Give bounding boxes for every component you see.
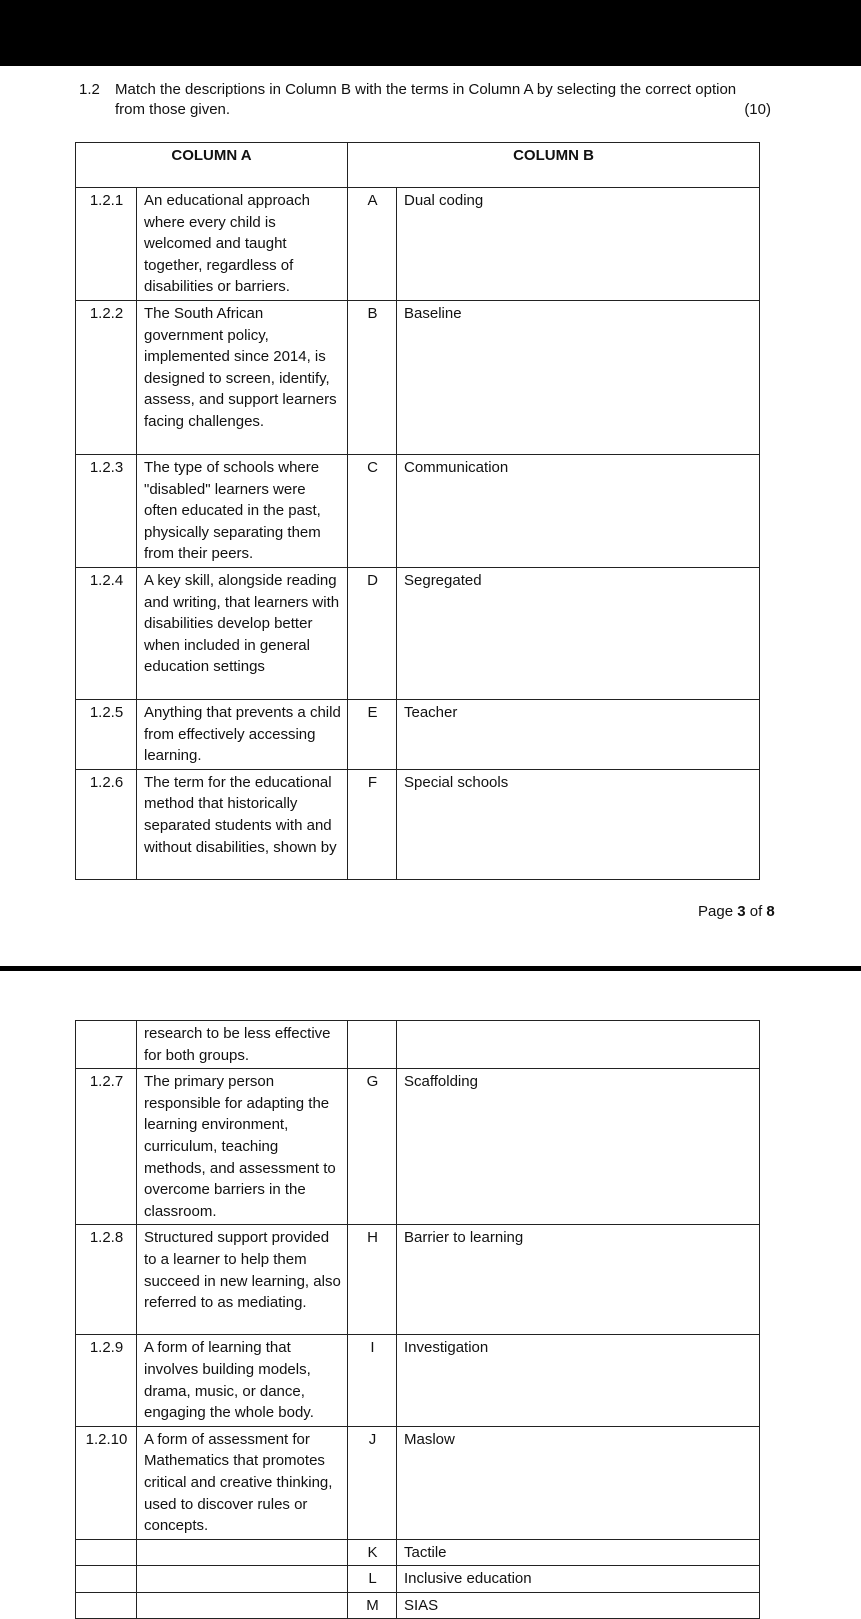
item-description: The term for the educational method that historically separated students with and without disabilities, shown by — [137, 769, 348, 879]
option-letter: M — [348, 1592, 397, 1619]
question-instruction: Match the descriptions in Column B with the terms in Column A by selecting the correct option from those given. — [115, 81, 737, 118]
table-row — [76, 1069, 760, 1225]
item-description — [137, 1539, 348, 1566]
table-row — [76, 1539, 760, 1566]
option-term: Teacher — [397, 699, 760, 769]
item-description: A form of learning that involves building models, drama, music, or dance, engaging the whole body. — [137, 1335, 348, 1426]
table-row — [76, 1566, 760, 1593]
item-number: 1.2.5 — [76, 699, 137, 769]
option-term: Scaffolding — [397, 1069, 760, 1225]
option-letter: C — [348, 454, 397, 567]
page-total: 8 — [766, 903, 775, 920]
table-row — [76, 454, 760, 567]
option-term — [397, 1021, 760, 1069]
item-number: 1.2.8 — [76, 1225, 137, 1335]
table-row — [76, 567, 760, 699]
item-number — [76, 1566, 137, 1593]
item-number — [76, 1592, 137, 1619]
option-letter: J — [348, 1426, 397, 1539]
option-letter: F — [348, 769, 397, 879]
page-break-divider — [0, 966, 861, 971]
item-description: A form of assessment for Mathematics that promotes critical and creative thinking, used to discover rules or concepts. — [137, 1426, 348, 1539]
item-number: 1.2.6 — [76, 769, 137, 879]
page-label: Page — [698, 903, 734, 920]
option-letter: L — [348, 1566, 397, 1593]
item-number: 1.2.7 — [76, 1069, 137, 1225]
table-row — [76, 1021, 760, 1069]
option-letter: E — [348, 699, 397, 769]
column-a-header: COLUMN A — [76, 143, 348, 188]
item-number: 1.2.10 — [76, 1426, 137, 1539]
option-letter: H — [348, 1225, 397, 1335]
option-letter — [348, 1021, 397, 1069]
question-marks: (10) — [744, 101, 771, 118]
table-row — [76, 769, 760, 879]
option-letter: D — [348, 567, 397, 699]
page-current: 3 — [737, 903, 746, 920]
item-number — [76, 1021, 137, 1069]
option-term: Barrier to learning — [397, 1225, 760, 1335]
item-description: A key skill, alongside reading and writing, that learners with disabilities develop better when included in general education settings — [137, 567, 348, 699]
item-description: The type of schools where "disabled" learners were often educated in the past, physically separating them from their peers. — [137, 454, 348, 567]
option-term: Special schools — [397, 769, 760, 879]
item-number: 1.2.9 — [76, 1335, 137, 1426]
column-b-header: COLUMN B — [348, 143, 760, 188]
option-term: Communication — [397, 454, 760, 567]
option-letter: A — [348, 188, 397, 301]
option-letter: I — [348, 1335, 397, 1426]
item-description: The primary person responsible for adapting the learning environment, curriculum, teaching methods, and assessment to overcome barriers in the classroom. — [137, 1069, 348, 1225]
question-number: 1.2 — [79, 81, 100, 98]
table-row — [76, 188, 760, 301]
page-of-label: of — [749, 903, 763, 920]
item-number: 1.2.2 — [76, 300, 137, 454]
option-term: Inclusive education — [397, 1566, 760, 1593]
page-number — [698, 903, 775, 920]
item-description — [137, 1566, 348, 1593]
table-row — [76, 1225, 760, 1335]
option-term: Dual coding — [397, 188, 760, 301]
table-row — [76, 1335, 760, 1426]
matching-table-page-3 — [75, 142, 760, 880]
option-term: Investigation — [397, 1335, 760, 1426]
item-description: The South African government policy, implemented since 2014, is designed to screen, identify, assess, and support learners facing challenges. — [137, 300, 348, 454]
option-term: SIAS — [397, 1592, 760, 1619]
option-term: Segregated — [397, 567, 760, 699]
option-term: Baseline — [397, 300, 760, 454]
option-letter: K — [348, 1539, 397, 1566]
option-letter: G — [348, 1069, 397, 1225]
top-black-bar — [0, 0, 861, 66]
table-row — [76, 1592, 760, 1619]
option-term: Maslow — [397, 1426, 760, 1539]
item-number: 1.2.3 — [76, 454, 137, 567]
item-description: Structured support provided to a learner to help them succeed in new learning, also referred to as mediating. — [137, 1225, 348, 1335]
option-letter: B — [348, 300, 397, 454]
table-row — [76, 300, 760, 454]
item-description — [137, 1592, 348, 1619]
table-row — [76, 1426, 760, 1539]
item-description: Anything that prevents a child from effectively accessing learning. — [137, 699, 348, 769]
option-term: Tactile — [397, 1539, 760, 1566]
matching-table-page-4 — [75, 1020, 760, 1619]
item-number — [76, 1539, 137, 1566]
item-description: research to be less effective for both groups. — [137, 1021, 348, 1069]
item-number: 1.2.1 — [76, 188, 137, 301]
item-number: 1.2.4 — [76, 567, 137, 699]
item-description: An educational approach where every child is welcomed and taught together, regardless of disabilities or barriers. — [137, 188, 348, 301]
table-row — [76, 699, 760, 769]
